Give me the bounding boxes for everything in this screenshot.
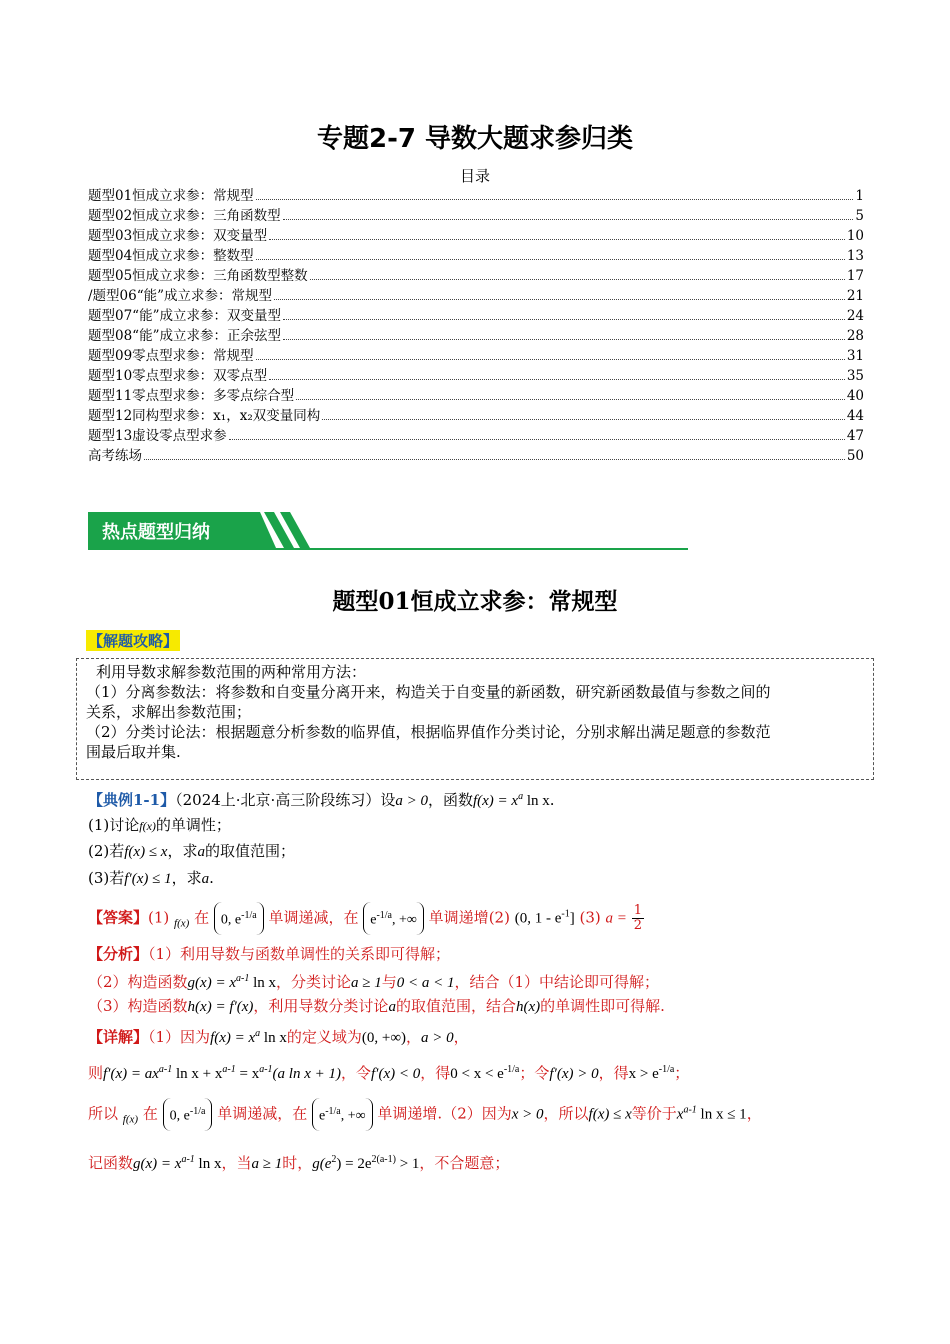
toc-leader: [144, 459, 845, 460]
toc-item-page: 31: [846, 348, 864, 364]
toc-item[interactable]: [88, 286, 864, 306]
math-exp: -1: [561, 908, 570, 920]
interval: [363, 902, 424, 935]
method-line: （2）分类讨论法：根据题意分析参数的临界值，根据临界值作分类讨论，分别求解出满足题意的参数范: [86, 723, 771, 741]
detail-label: 【详解】: [88, 1028, 149, 1046]
math: a: [197, 844, 205, 860]
text: 在: [194, 908, 210, 927]
math-exp: -1/a: [503, 1064, 520, 1075]
toc-leader: [310, 279, 845, 280]
toc-item-page: 24: [846, 308, 864, 324]
toc-leader: [274, 299, 845, 300]
math: (a ln x + 1): [272, 1066, 341, 1082]
interval: [214, 902, 264, 935]
text: 的单调性即可得解.: [540, 997, 665, 1015]
text: 单调递增.（2）因为: [377, 1104, 512, 1123]
text: ，求: [167, 842, 198, 860]
math: 0 < a < 1: [396, 975, 455, 991]
toc-item-page: 5: [855, 208, 864, 224]
toc-item-page: 50: [846, 448, 864, 464]
text: (2): [488, 908, 510, 927]
toc-item-page: 10: [846, 228, 864, 244]
math: a > 0: [421, 1030, 454, 1046]
math: ]: [569, 910, 575, 927]
toc-item-title: 题型04恒成立求参：整数型: [88, 248, 254, 264]
math-exp: a-1: [683, 1104, 697, 1116]
text: ，分类讨论: [276, 973, 352, 991]
math-exp: -1/a: [325, 1106, 341, 1117]
text: 单调递增: [428, 908, 489, 927]
toc-leader: [322, 419, 845, 420]
toc-item-title: 题型13虚设零点型求参: [88, 428, 227, 444]
text: 的取值范围，结合: [395, 997, 516, 1015]
toc-item[interactable]: [88, 306, 864, 326]
detail-line-4: [88, 1150, 509, 1174]
frac-num: 1: [633, 902, 642, 918]
math: , +∞: [392, 912, 417, 928]
math: f′(x) < 0: [371, 1066, 421, 1082]
math-exp: 2: [331, 1154, 337, 1165]
toc-leader: [269, 239, 845, 240]
example-label: 【典例1-1】: [88, 791, 176, 809]
method-line: 利用导数求解参数范围的两种常用方法：: [96, 663, 367, 681]
toc-leader: [296, 399, 845, 400]
math: e: [370, 912, 377, 928]
text: (2)若: [88, 842, 125, 860]
detail-line-1: [88, 1024, 469, 1048]
text: 的取值范围；: [204, 842, 295, 860]
math: ln x: [194, 1156, 222, 1172]
toc-item[interactable]: [88, 406, 864, 426]
toc-item-title: 题型11零点型求参：多零点综合型: [88, 388, 295, 404]
math: a > 0: [395, 793, 428, 809]
math: x > 0: [511, 1106, 544, 1123]
text: ，: [406, 1028, 422, 1046]
math: > 1: [395, 1156, 420, 1172]
math: f′(x) > 0: [549, 1066, 599, 1082]
section-title: 题型01恒成立求参：常规型: [332, 588, 618, 615]
math: a: [201, 871, 210, 887]
toc-item-page: 1: [855, 188, 864, 204]
math: ln x: [249, 975, 276, 991]
question-3: [88, 868, 214, 889]
detail-line-3: [88, 1098, 762, 1131]
text: ，结合（1）中结论即可得解；: [454, 973, 660, 991]
method-text: [86, 662, 862, 762]
text: ；令: [519, 1064, 550, 1082]
toc-leader: [283, 339, 845, 340]
math: x > e: [628, 1066, 659, 1082]
text: ，函数: [427, 791, 473, 809]
text: 单调递减，在: [268, 908, 359, 927]
toc-item-title: 题型10零点型求参：双零点型: [88, 368, 268, 384]
text: ，: [746, 1104, 762, 1123]
text: （1）利用导数与函数单调性的关系即可得解；: [148, 945, 451, 963]
math: ln x: [523, 793, 550, 809]
section-banner: [88, 508, 688, 552]
text: ，所以: [543, 1104, 589, 1123]
math: f(x) ≤ x: [124, 844, 168, 860]
toc-item[interactable]: [88, 226, 864, 246]
toc-item-title: 题型09零点型求参：常规型: [88, 348, 254, 364]
text: 等价于: [631, 1104, 677, 1123]
text: (1): [148, 908, 170, 927]
detail-line-2: [88, 1060, 689, 1084]
toc-leader: [283, 219, 854, 220]
text: （3）构造函数: [88, 997, 188, 1015]
toc-item[interactable]: [88, 326, 864, 346]
text: ；: [674, 1064, 690, 1082]
math: (0, +∞): [361, 1030, 407, 1046]
math: g(x) = x: [133, 1156, 182, 1172]
math: x: [676, 1106, 684, 1123]
math: g(e: [312, 1156, 332, 1172]
text: .: [209, 869, 214, 887]
text: ，得: [598, 1064, 629, 1082]
fraction: [632, 904, 644, 933]
toc-item-title: 题型07“能”成立求参：双变量型: [88, 308, 281, 324]
math: ) = 2e: [336, 1156, 372, 1172]
method-line: 围最后取并集.: [86, 743, 181, 761]
text: 时，: [282, 1154, 313, 1172]
math: 0, e: [169, 1108, 190, 1124]
math-exp: 2(a-1): [371, 1154, 396, 1165]
tip-label: 【解题攻略】: [88, 632, 179, 650]
toc-item-title: 高考练场: [88, 448, 142, 464]
frac-den: 2: [633, 917, 642, 933]
math-exp: a-1: [235, 973, 250, 984]
text: ，不合题意；: [419, 1154, 510, 1172]
math-exp: a-1: [259, 1064, 273, 1075]
toc-item-page: 44: [846, 408, 864, 424]
toc-item-title: 题型12同构型求参：x₁，x₂双变量同构: [88, 408, 321, 424]
answer-label: 【答案】: [88, 908, 149, 927]
math: f(x): [174, 917, 190, 930]
toc-item[interactable]: [88, 206, 864, 226]
math: f(x) = x: [472, 793, 519, 809]
toc-item-title: 题型08“能”成立求参：正余弦型: [88, 328, 281, 344]
toc-item[interactable]: [88, 386, 864, 406]
text: ，令: [340, 1064, 371, 1082]
math: g(x) = x: [187, 975, 236, 991]
text: .: [549, 791, 555, 809]
toc-leader: [256, 259, 845, 260]
text: ，当: [221, 1154, 252, 1172]
toc-item-page: 17: [846, 268, 864, 284]
math-exp: a-1: [181, 1154, 195, 1165]
text: 与: [381, 973, 397, 991]
text: (3): [579, 908, 601, 927]
example-header: [88, 787, 555, 811]
math: a: [388, 999, 396, 1015]
math-exp: a-1: [158, 1064, 173, 1075]
toc-item[interactable]: [88, 346, 864, 366]
text: (3)若: [88, 869, 125, 887]
math: a ≥ 1: [251, 1156, 283, 1172]
page-title: 专题2-7 导数大题求参归类: [316, 124, 634, 154]
analysis-line-2: [88, 969, 659, 993]
math-exp: -1/a: [241, 910, 257, 921]
question-2: [88, 841, 295, 862]
text: ，: [453, 1028, 469, 1046]
analysis-line-1: [88, 944, 450, 964]
math: ln x + x: [172, 1066, 223, 1082]
toc-item-title: 题型01恒成立求参：常规型: [88, 188, 254, 204]
toc-item[interactable]: [88, 366, 864, 386]
interval: [312, 1098, 373, 1131]
text: ，得: [420, 1064, 451, 1082]
math: 0, e: [220, 912, 242, 928]
toc-leader: [256, 359, 845, 360]
question-1: [88, 815, 231, 836]
math: e: [318, 1108, 326, 1124]
math: ln x: [260, 1030, 287, 1046]
text: （1）因为: [148, 1028, 211, 1046]
text: (1)讨论: [88, 816, 140, 834]
toc-leader: [256, 199, 854, 200]
toc-item-page: 21: [846, 288, 864, 304]
toc-item-title: 题型05恒成立求参：三角函数型整数: [88, 268, 308, 284]
math: f(x) = x: [210, 1030, 256, 1046]
text: ，求: [171, 869, 202, 887]
toc-leader: [283, 319, 845, 320]
math-exp: a: [255, 1028, 261, 1039]
text: 所以: [88, 1104, 119, 1123]
toc-item-title: 题型03恒成立求参：双变量型: [88, 228, 268, 244]
math: , +∞: [340, 1108, 366, 1124]
text: 记函数: [88, 1154, 134, 1172]
math: a ≥ 1: [351, 975, 382, 991]
toc-item[interactable]: [88, 266, 864, 286]
table-of-contents: [88, 186, 864, 466]
text: ，利用导数分类讨论: [253, 997, 389, 1015]
toc-item[interactable]: [88, 186, 864, 206]
toc-item-title: /题型06“能”成立求参：常规型: [88, 288, 273, 304]
text: 在: [142, 1104, 158, 1123]
text: 的定义域为: [286, 1028, 362, 1046]
banner-text: 热点题型归纳: [102, 522, 210, 543]
math: f(x): [139, 819, 156, 833]
text: 则: [88, 1064, 104, 1082]
toc-leader: [269, 379, 845, 380]
interval: [163, 1098, 213, 1131]
toc-item[interactable]: [88, 246, 864, 266]
toc-item-title: 题型02恒成立求参：三角函数型: [88, 208, 281, 224]
toc-item-page: 47: [846, 428, 864, 444]
math-exp: a-1: [222, 1064, 236, 1075]
math: 0 < x < e: [450, 1066, 504, 1082]
math-exp: a: [518, 791, 524, 802]
math: f′(x) ≤ 1: [124, 871, 172, 887]
math: h(x) = f′(x): [187, 999, 254, 1015]
toc-heading: 目录: [459, 167, 490, 185]
math: f(x) ≤ x: [588, 1106, 632, 1123]
math: (0, 1 - e: [514, 910, 562, 927]
method-line: （1）分离参数法：将参数和自变量分离开来，构造关于自变量的新函数，研究新函数最值与参数之间的: [86, 683, 771, 701]
math: f′(x) = ax: [103, 1066, 159, 1082]
math-exp: -1/a: [189, 1106, 206, 1117]
math-exp: -1/a: [376, 910, 392, 921]
toc-item[interactable]: [88, 426, 864, 446]
text: 的单调性；: [155, 816, 231, 834]
toc-item-page: 28: [846, 328, 864, 344]
toc-item[interactable]: [88, 446, 864, 466]
math: ln x ≤ 1: [696, 1106, 747, 1123]
example-source: （2024上·北京·高三阶段练习）设: [175, 791, 396, 809]
math: f(x): [122, 1113, 139, 1126]
toc-leader: [229, 439, 845, 440]
analysis-line-3: [88, 996, 665, 1017]
math-exp: -1/a: [658, 1064, 675, 1075]
toc-item-page: 40: [846, 388, 864, 404]
toc-item-page: 35: [846, 368, 864, 384]
answer-line: [88, 902, 644, 935]
math: a =: [605, 910, 627, 927]
method-line: 关系，求解出参数范围；: [86, 703, 252, 721]
math: h(x): [515, 999, 541, 1015]
toc-item-page: 13: [846, 248, 864, 264]
text: 单调递减，在: [217, 1104, 308, 1123]
analysis-label: 【分析】: [88, 945, 149, 963]
math: = x: [235, 1066, 260, 1082]
text: （2）构造函数: [88, 973, 188, 991]
